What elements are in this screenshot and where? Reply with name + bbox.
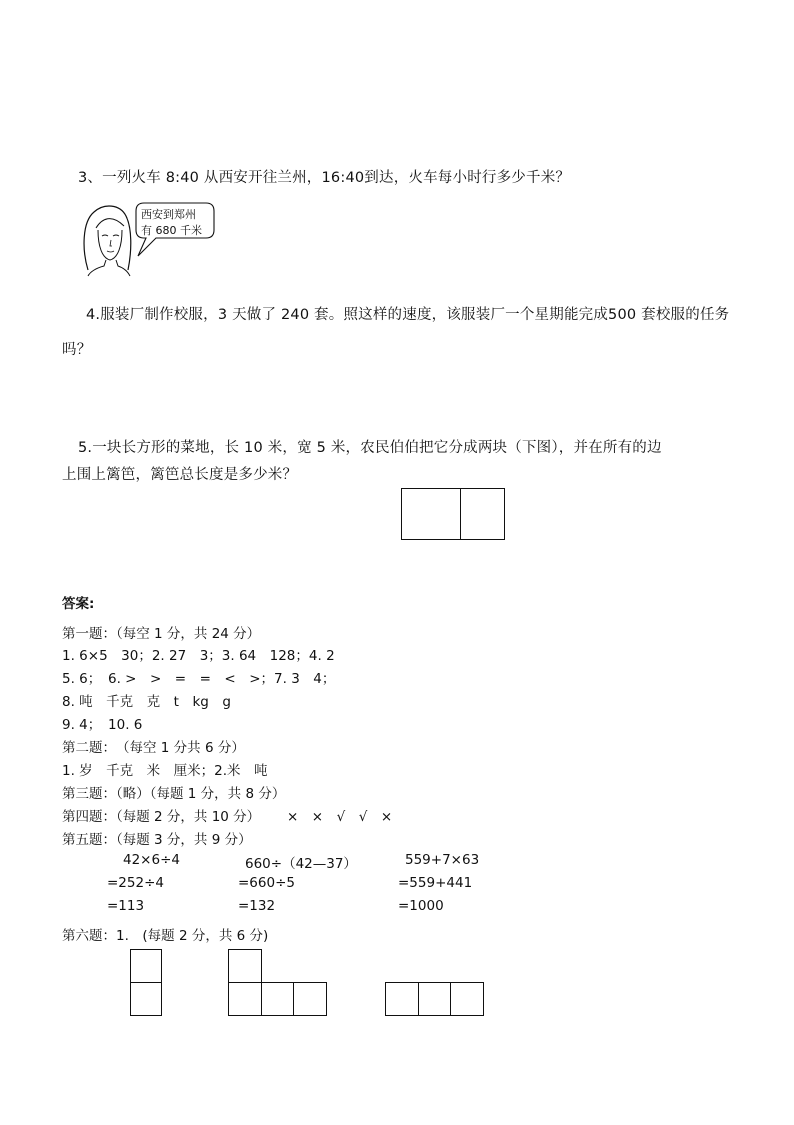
section-1-line-3: 8. 吨 千克 克 t kg g [62, 694, 231, 710]
figure-2-top [228, 949, 262, 983]
answers-heading: 答案: [62, 596, 95, 612]
calc-a-3: =113 [107, 898, 145, 914]
question-5-line-1: 5.一块长方形的菜地，长 10 米，宽 5 米，农民伯伯把它分成两块（下图），并在所有的边 [78, 440, 662, 456]
bubble-line-1: 西安到郑州 [141, 208, 196, 221]
section-3: 第三题：（略）（每题 1 分，共 8 分） [62, 786, 286, 802]
calc-b-2: =660÷5 [238, 875, 295, 891]
calc-c-1: 559+7×63 [405, 852, 480, 868]
figure-3-3 [450, 982, 484, 1016]
section-1-line-1: 1. 6×5 30；2. 27 3；3. 64 128；4. 2 [62, 648, 335, 664]
figure-2-bottom-2 [261, 982, 294, 1016]
section-4-marks: × × √ √ × [287, 809, 393, 825]
question-5-line-2: 上围上篱笆，篱笆总长度是多少米？ [62, 467, 298, 483]
section-1-line-4: 9. 4； 10. 6 [62, 717, 143, 733]
section-5-title: 第五题：（每题 3 分，共 9 分） [62, 832, 252, 848]
question-4-line-1: 4.服装厂制作校服，3 天做了 240 套。照这样的速度，该服装厂一个星期能完成500 套校服的任务 [86, 307, 730, 323]
calc-c-2: =559+441 [398, 875, 473, 891]
section-6-title: 第六题：1. (每题 2 分，共 6 分) [62, 928, 269, 944]
figure-3-1 [385, 982, 419, 1016]
garden-divider [460, 488, 461, 540]
figure-2-bottom-3 [293, 982, 327, 1016]
calc-a-2: =252÷4 [107, 875, 164, 891]
question-3: 3、一列火车 8:40 从西安开往兰州，16:40到达，火车每小时行多少千米？ [78, 170, 571, 186]
calc-c-3: =1000 [398, 898, 444, 914]
calc-b-3: =132 [238, 898, 276, 914]
section-4-title: 第四题：（每题 2 分，共 10 分） [62, 809, 261, 825]
figure-1-bottom [130, 982, 162, 1016]
section-1-title: 第一题：（每空 1 分，共 24 分） [62, 626, 261, 642]
question-4-line-2: 吗？ [62, 342, 92, 358]
section-1-line-2: 5. 6； 6. > > = = < >；7. 3 4； [62, 671, 336, 687]
figure-2-bottom-1 [228, 982, 262, 1016]
calc-b-1: 660÷（42—37） [245, 856, 357, 872]
garden-rectangle [401, 488, 505, 540]
calc-a-1: 42×6÷4 [123, 852, 180, 868]
bubble-line-2: 有 680 千米 [141, 224, 202, 237]
figure-1-top [130, 949, 162, 983]
section-2-line-1: 1. 岁 千克 米 厘米；2.米 吨 [62, 763, 268, 779]
figure-3-2 [418, 982, 451, 1016]
section-2-title: 第二题： （每空 1 分共 6 分） [62, 740, 245, 756]
